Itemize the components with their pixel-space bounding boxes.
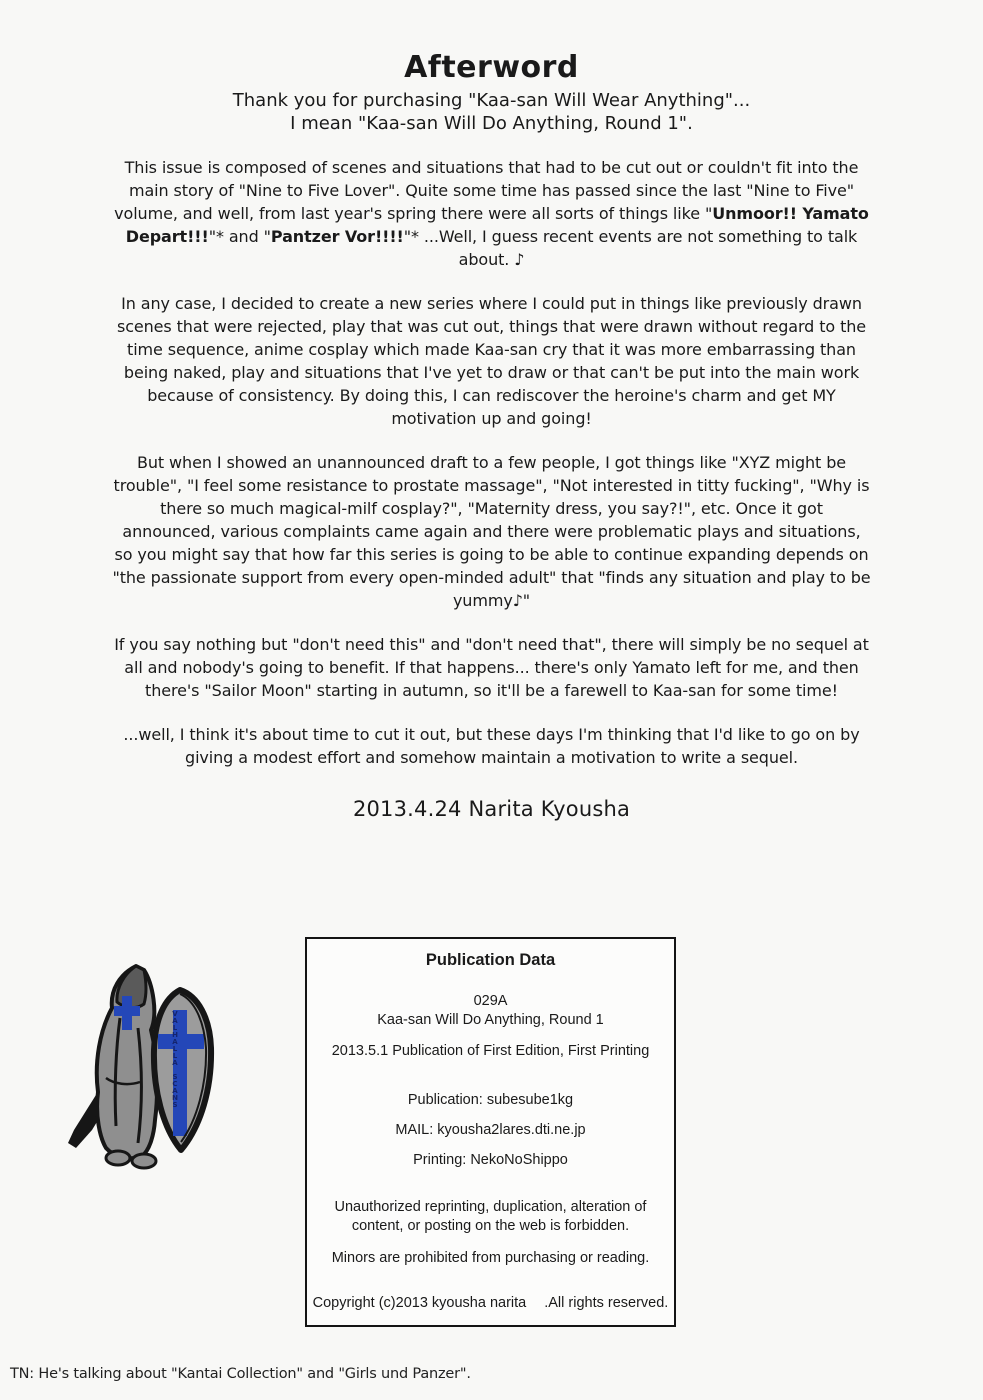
- translator-note: TN: He's talking about "Kantai Collection" and "Girls und Panzer".: [10, 1366, 471, 1382]
- publication-code: 029A: [473, 993, 508, 1009]
- shield-icon: [154, 990, 211, 1150]
- knight-svg: [58, 958, 223, 1173]
- publication-copyright-line: [307, 1294, 674, 1313]
- paragraph-1-bold-panzer: Pantzer Vor!!!!: [270, 227, 404, 246]
- shield-cross-vertical: [173, 1010, 187, 1136]
- paragraph-1-text-c: "* ...Well, I guess recent events are not something to talk about. ♪: [403, 227, 858, 269]
- paragraph-2: In any case, I decided to create a new series where I could put in things like previously drawn scenes that were rejected, play that was cut out, things that were drawn without regard to the time sequence, anime cosplay which made Kaa-san cry that it was more embarrassing than being naked, play and situations that I've yet to draw or that can't be put into the main work because of consistency. By doing this, I can rediscover the heroine's charm and get MY motivation up and going!: [116, 294, 867, 428]
- rights-text: .All rights reserved.: [544, 1295, 669, 1311]
- page-title: Afterword: [404, 50, 579, 85]
- subtitle-line-2: I mean "Kaa-san Will Do Anything, Round 1".: [290, 113, 693, 134]
- paragraph-1-bold-yamato: Unmoor!! Yamato Depart!!!: [125, 204, 869, 246]
- publication-forbidden-notice: Unauthorized reprinting, duplication, alteration of content, or posting on the web is forbidden.: [334, 1199, 647, 1234]
- author-signature: 2013.4.24 Narita Kyousha: [352, 797, 631, 821]
- publication-minors-notice: Minors are prohibited from purchasing or reading.: [331, 1250, 650, 1266]
- publication-circle-line: Publication: subesube1kg: [407, 1092, 574, 1108]
- paragraph-1-text-b: "* and ": [208, 227, 271, 246]
- paragraph-3: But when I showed an unannounced draft to a few people, I got things like "XYZ might be trouble", "I feel some resistance to prostate massage", "Not interested in titty fucking", "Why is there so much magical-milf cosplay?", "Maternity dress, you say?!", etc. Once it got announced, various complaints came again and there were problematic plays and situations, so you might say that how far this series is going to be able to continue expanding depends on "the passionate support from every open-minded adult" that "finds any situation and play to be yummy♪": [112, 453, 871, 610]
- publication-printing-line: Printing: NekoNoShippo: [413, 1152, 568, 1168]
- paragraph-4: If you say nothing but "don't need this" and "don't need that", there will simply be no sequel at all and nobody's going to benefit. If that happens... there's only Yamato left for me, and then there's "Sailor Moon" starting in autumn, so it'll be a farewell to Kaa-san for some time!: [114, 635, 869, 700]
- publication-box-title: Publication Data: [425, 951, 556, 969]
- knight-illustration: [58, 958, 223, 1173]
- subtitle-line-1: Thank you for purchasing "Kaa-san Will Wear Anything"...: [232, 90, 751, 111]
- paragraph-1: [112, 156, 872, 271]
- shield-watermark-text: VALHALLA SCANS: [171, 1010, 179, 1108]
- copyright-text: Copyright (c)2013 kyousha narita: [312, 1295, 527, 1311]
- paragraph-5: ...well, I think it's about time to cut it out, but these days I'm thinking that I'd like to go on by giving a modest effort and somehow maintain a motivation to write a sequel.: [123, 725, 860, 767]
- publication-edition-line: 2013.5.1 Publication of First Edition, First Printing: [331, 1043, 650, 1059]
- publication-mail-line: MAIL: kyousha2lares.dti.ne.jp: [395, 1122, 586, 1138]
- publication-data-box: [305, 937, 676, 1327]
- knight-cloak: [97, 966, 157, 1168]
- shield-cross-horizontal: [158, 1034, 204, 1049]
- page-subtitle: [0, 89, 983, 135]
- publication-work-title: Kaa-san Will Do Anything, Round 1: [377, 1012, 604, 1028]
- paragraph-1-text-a: This issue is composed of scenes and situations that had to be cut out or couldn't fit into the main story of "Nine to Five Lover". Quite some time has passed since the last "Nine to Five" volume, and well, from last year's spring there were all sorts of things like ": [114, 158, 859, 223]
- afterword-text-column: [0, 50, 983, 821]
